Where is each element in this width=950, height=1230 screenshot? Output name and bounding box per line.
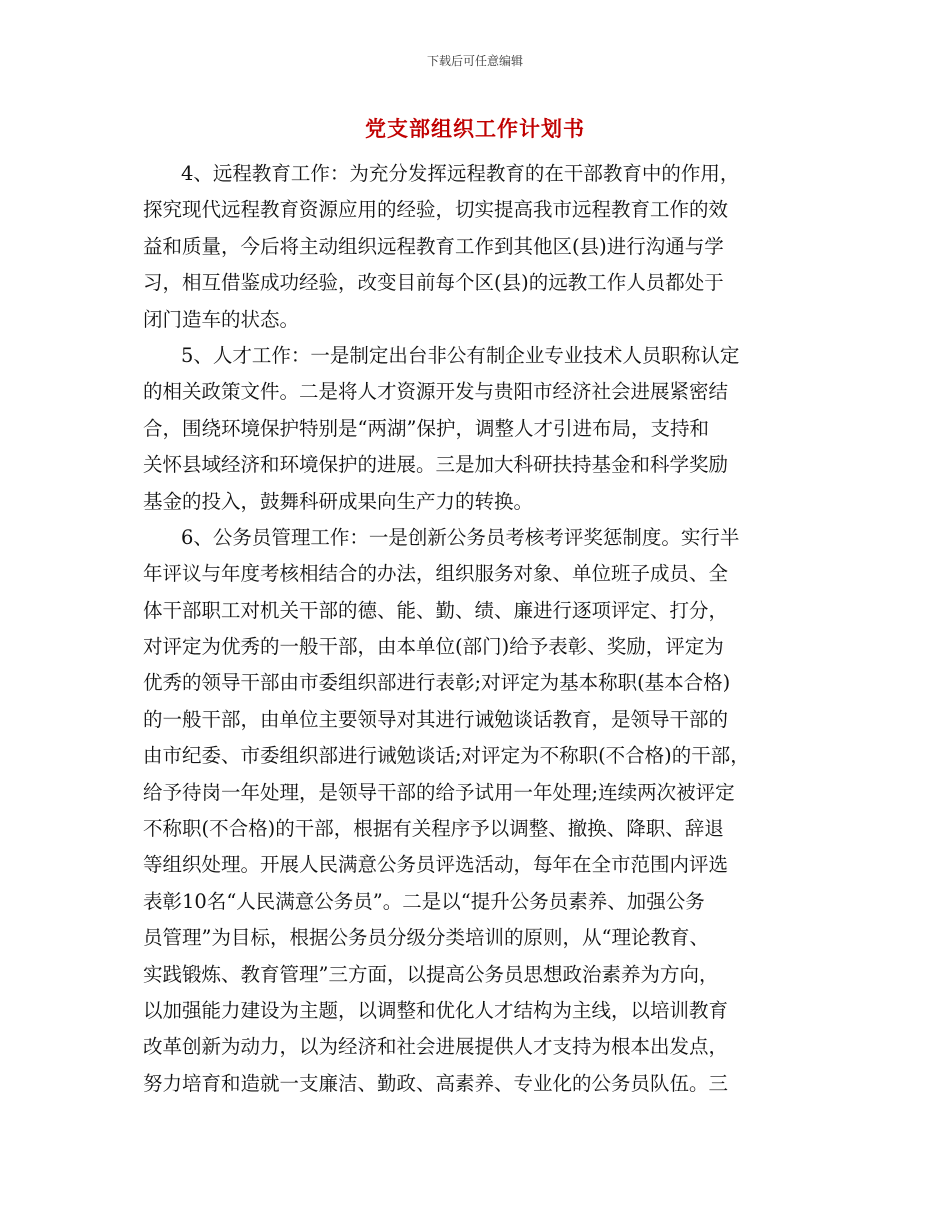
body-line: 由市纪委、市委组织部进行诫勉谈话;对评定为不称职(不合格)的干部， xyxy=(143,744,750,768)
body-line: 益和质量，今后将主动组织远程教育工作到其他区(县)进行沟通与学 xyxy=(143,234,724,258)
body-line: 员管理”为目标，根据公务员分级分类培训的原则，从“理论教育、 xyxy=(143,926,709,950)
body-line: 基金的投入，鼓舞科研成果向生产力的转换。 xyxy=(143,489,534,513)
body-line: 以加强能力建设为主题，以调整和优化人才结构为主线，以培训教育 xyxy=(143,998,729,1022)
document-body xyxy=(143,156,823,1102)
body-line: 优秀的领导干部由市委组织部进行表彰;对评定为基本称职(基本合格) xyxy=(143,671,731,695)
body-line: 给予待岗一年处理，是领导干部的给予试用一年处理;连续两次被评定 xyxy=(143,780,735,804)
body-line: 的一般干部，由单位主要领导对其进行诫勉谈话教育，是领导干部的 xyxy=(143,707,729,731)
body-line: 关怀县域经济和环境保护的进展。三是加大科研扶持基金和科学奖励 xyxy=(143,453,729,477)
body-line: 努力培育和造就一支廉洁、勤政、高素养、专业化的公务员队伍。三 xyxy=(143,1071,729,1095)
body-line: 闭门造车的状态。 xyxy=(143,307,300,331)
body-line: 4、远程教育工作：为充分发挥远程教育的在干部教育中的作用， xyxy=(181,162,740,185)
body-line: 5、人才工作：一是制定出台非公有制企业专业技术人员职称认定 xyxy=(181,343,740,367)
body-line: 6、公务员管理工作：一是创新公务员考核考评奖惩制度。实行半 xyxy=(181,525,740,549)
body-line: 的相关政策文件。二是将人才资源开发与贵阳市经济社会进展紧密结 xyxy=(143,380,729,404)
body-line: 合，围绕环境保护特别是“两湖”保护，调整人才引进布局，支持和 xyxy=(143,416,709,440)
body-line: 对评定为优秀的一般干部，由本单位(部门)给予表彰、奖励，评定为 xyxy=(143,635,724,659)
body-line: 年评议与年度考核相结合的办法，组织服务对象、单位班子成员、全 xyxy=(143,562,729,586)
body-line: 等组织处理。开展人民满意公务员评选活动，每年在全市范围内评选 xyxy=(143,853,729,877)
body-line: 习，相互借鉴成功经验，改变目前每个区(县)的远教工作人员都处于 xyxy=(143,271,724,295)
page-header-note: 下载后可任意编辑 xyxy=(426,54,523,68)
body-line: 实践锻炼、教育管理”三方面，以提高公务员思想政治素养为方向， xyxy=(143,962,719,986)
body-line: 不称职(不合格)的干部，根据有关程序予以调整、撤换、降职、辞退 xyxy=(143,817,724,841)
body-line: 体干部职工对机关干部的德、能、勤、绩、廉进行逐项评定、打分， xyxy=(143,598,729,622)
body-line: 表彰10名“人民满意公务员”。二是以“提升公务员素养、加强公务 xyxy=(143,889,705,913)
body-line: 探究现代远程教育资源应用的经验，切实提高我市远程教育工作的效 xyxy=(143,198,729,222)
body-line: 改革创新为动力，以为经济和社会进展提供人才支持为根本出发点， xyxy=(143,1035,729,1059)
document-title: 党支部组织工作计划书 xyxy=(365,116,585,141)
